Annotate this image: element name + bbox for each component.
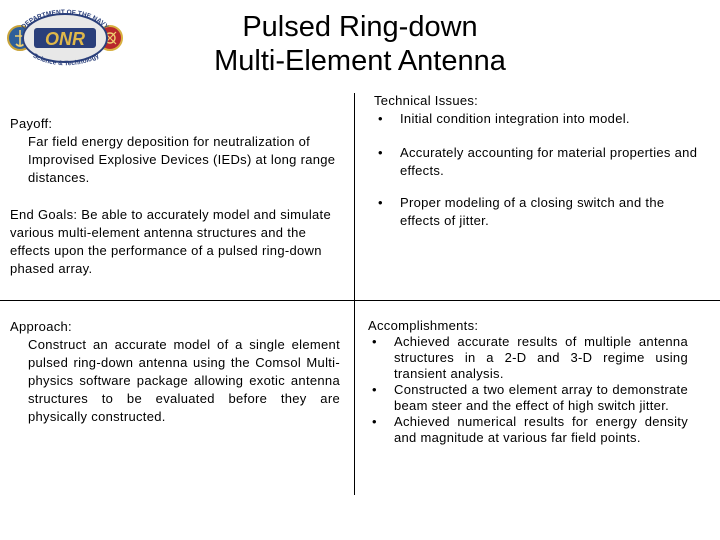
logo-ring-top-text: DEPARTMENT OF THE NAVY xyxy=(20,8,110,31)
title-line-2: Multi-Element Antenna xyxy=(214,45,506,77)
payoff-section xyxy=(10,115,340,187)
technical-issue-item: • Initial condition integration into model. xyxy=(374,110,704,128)
payoff-text: Far field energy deposition for neutralization of Improvised Explosive Devices (IEDs) at long range distances. xyxy=(28,134,336,185)
payoff-heading: Payoff: xyxy=(10,116,53,131)
accomplishments-section xyxy=(368,318,688,446)
approach-section xyxy=(10,318,340,426)
vertical-divider xyxy=(354,93,355,495)
technical-issue-item: • Accurately accounting for material properties and effects. xyxy=(374,144,704,180)
end-goals-text: Be able to accurately model and simulate various multi-element antenna structures and the effects upon the performance of a pulsed ring-down phased array. xyxy=(10,207,331,276)
accomplishment-item: • Constructed a two element array to demonstrate beam steer and the effect of high switch jitter. xyxy=(368,382,688,414)
technical-issue-item: • Proper modeling of a closing switch and the effects of jitter. xyxy=(374,194,704,230)
logo-mark: ONR xyxy=(45,29,85,49)
end-goals-section xyxy=(10,206,340,278)
title-line-1: Pulsed Ring-down xyxy=(242,11,478,43)
horizontal-divider xyxy=(0,300,720,301)
onr-logo xyxy=(6,6,124,70)
end-goals-heading: End Goals: xyxy=(10,207,78,222)
accomplishment-item: • Achieved accurate results of multiple antenna structures in a 2-D and 3-D regime using transient analysis. xyxy=(368,334,688,382)
slide-title xyxy=(140,10,580,78)
approach-text: Construct an accurate model of a single element pulsed ring-down antenna using the Comsol Multi-physics software package allowing exotic antenna structures to be evaluated before they are physically constructed. xyxy=(28,337,340,424)
accomplishments-heading: Accomplishments: xyxy=(368,318,479,333)
logo-ring-bottom-text: Science & Technology xyxy=(31,52,101,68)
technical-issues-section xyxy=(374,92,704,230)
accomplishment-item: • Achieved numerical results for energy density and magnitude at various far field points. xyxy=(368,414,688,446)
technical-issues-heading: Technical Issues: xyxy=(374,93,479,108)
approach-heading: Approach: xyxy=(10,319,72,334)
